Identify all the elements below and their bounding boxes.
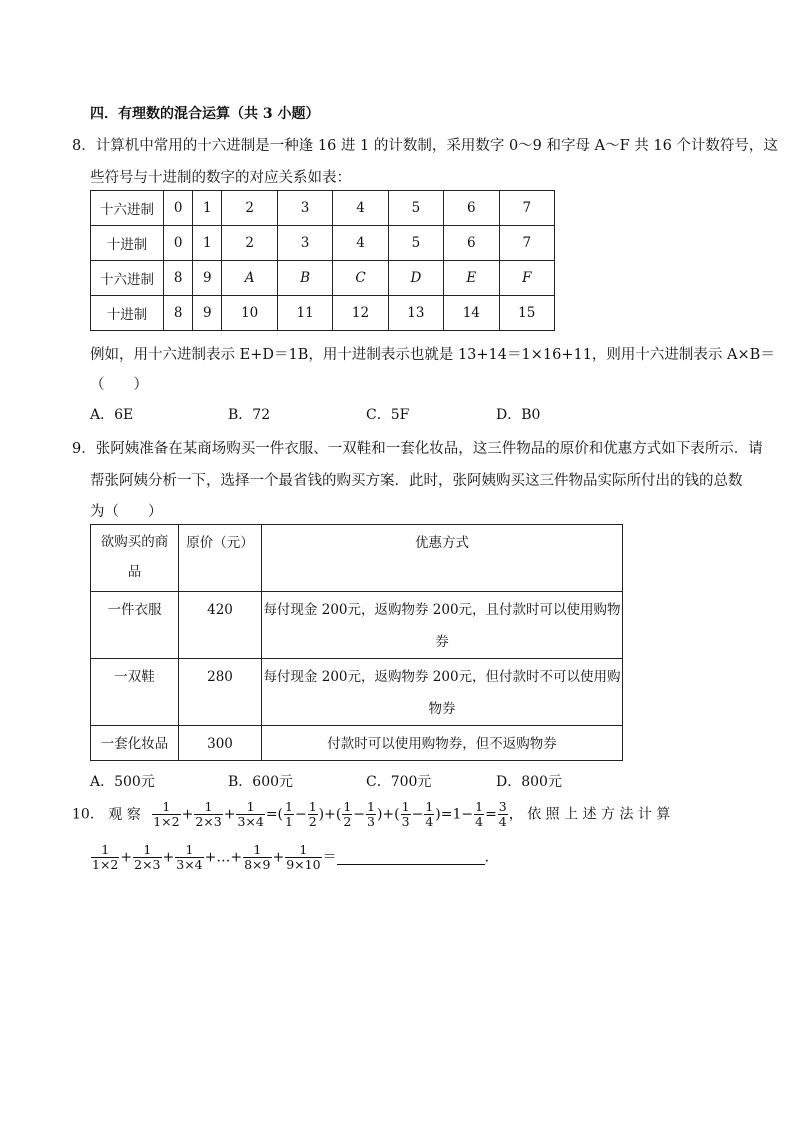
hex-cell: 14 (444, 296, 499, 331)
header-discount: 优惠方式 (262, 525, 623, 592)
q9-number: 9． (72, 441, 96, 457)
hex-cell: 1 (193, 191, 222, 226)
row-price: 420 (179, 592, 262, 659)
hex-cell: 4 (333, 191, 388, 226)
fraction: $\frac{1}{1\times 2}$ (153, 799, 180, 829)
hex-cell: 11 (277, 296, 332, 331)
hex-cell: 6 (444, 191, 499, 226)
hex-cell: 9 (193, 296, 222, 331)
hex-cell: 2 (222, 191, 277, 226)
q9-line1 (72, 437, 763, 458)
hex-cell: 13 (388, 296, 443, 331)
hex-cell: 0 (164, 191, 193, 226)
q10-end: ． (484, 849, 499, 866)
answer-blank[interactable] (337, 850, 485, 865)
hex-row-label: 十进制 (91, 296, 164, 331)
hex-table (90, 190, 555, 331)
hex-cell: 7 (499, 191, 555, 226)
hex-cell: C (333, 261, 388, 296)
fraction: $\frac{1}{3}$ (401, 799, 410, 829)
row-item: 一套化妆品 (91, 726, 179, 761)
hex-cell: 5 (388, 226, 443, 261)
header-item: 欲购买的商品 (91, 525, 179, 592)
hex-cell: 8 (164, 296, 193, 331)
q10-line2: $\frac{1}{1\times 2}$ + $\frac{1}{2\times 3}$ + $\frac{1}{3\times 4}$ +…+ $\frac{1}{8\times 9}$ + $\frac{1}{9\times 10}$ ＝ ． (92, 842, 499, 872)
hex-cell: A (222, 261, 277, 296)
fraction: $\frac{3}{4}$ (498, 799, 507, 829)
hex-cell: 15 (499, 296, 555, 331)
fraction: $\frac{1}{3}$ (367, 799, 375, 829)
hex-cell: D (388, 261, 443, 296)
fraction: $\frac{1}{1\times 2}$ (92, 842, 119, 872)
fraction: $\frac{1}{1}$ (285, 799, 293, 829)
fraction: $\frac{1}{4}$ (475, 799, 484, 829)
q8-text-1: 计算机中常用的十六进制是一种逢 16 进 1 的计数制，采用数字 0～9 和字母 A～F 共 16 个计数符号，这 (95, 138, 778, 154)
ellipsis: +…+ (204, 849, 243, 866)
q10-instruction: ， 依 照 上 述 方 法 计 算 (508, 806, 671, 823)
row-price: 300 (179, 726, 262, 761)
q8-example: 例如，用十六进制表示 E+D＝1B，用十进制表示也就是 13+14＝1×16+11，则用十六进制表示 A×B＝ (90, 347, 775, 363)
hex-cell: 7 (499, 226, 555, 261)
hex-cell: 8 (164, 261, 193, 296)
section-title: 四．有理数的混合运算（共 3 小题） (90, 106, 320, 122)
fraction: $\frac{1}{8\times 9}$ (244, 842, 271, 872)
hex-cell: 4 (333, 226, 388, 261)
result-prefix: =1− (440, 806, 474, 823)
hex-cell: 1 (193, 226, 222, 261)
hex-row-label: 十六进制 (91, 261, 164, 296)
q8-option-b[interactable]: B．72 (228, 407, 271, 423)
hex-table-row (91, 261, 555, 296)
hex-cell: 10 (222, 296, 277, 331)
q9-option-c[interactable]: C．700元 (366, 774, 432, 790)
q8-line1 (72, 134, 778, 155)
hex-row-label: 十进制 (91, 226, 164, 261)
hex-table-row (91, 191, 555, 226)
q8-option-d[interactable]: D．B0 (496, 407, 541, 423)
fraction: $\frac{1}{2\times 3}$ (134, 842, 161, 872)
row-price: 280 (179, 659, 262, 726)
row-discount: 每付现金 200元，返购物券 200元，且付款时可以使用购物券 (262, 592, 623, 659)
hex-cell: 9 (193, 261, 222, 296)
fraction: $\frac{1}{2\times 3}$ (195, 799, 222, 829)
shop-table (90, 524, 623, 761)
q10-number: 10． (72, 806, 104, 823)
hex-table-row (91, 296, 555, 331)
fraction: $\frac{1}{3\times 4}$ (176, 842, 203, 872)
hex-cell: 12 (333, 296, 388, 331)
row-item: 一双鞋 (91, 659, 179, 726)
table-row (91, 659, 623, 726)
hex-cell: 2 (222, 226, 277, 261)
q9-text-1: 张阿姨准备在某商场购买一件衣服、一双鞋和一套化妆品，这三件物品的原价和优惠方式如下表所示．请 (95, 441, 763, 457)
fraction: $\frac{1}{9\times 10}$ (286, 842, 321, 872)
hex-cell: E (444, 261, 499, 296)
q10-line1: 10． 观 察 $\frac{1}{1\times 2}$ + $\frac{1}{2\times 3}$ + $\frac{1}{3\times 4}$ =( $\frac{1}{1}$ − $\frac{1}{2}$ )+( $\frac{1}{2}$ − $\frac{1}{3}$ )+( $\frac{1}{3}$ − $\frac{1}{4}$ )=1− $\frac{1}{4}$ = $\frac{3}{4}$ ， 依 照 上 述 方 法 计 算 (72, 799, 671, 829)
q9-line3: 为（ ） (90, 504, 163, 520)
hex-cell: 3 (277, 191, 332, 226)
hex-table-row (91, 226, 555, 261)
hex-cell: F (499, 261, 555, 296)
table-row (91, 592, 623, 659)
fraction: $\frac{1}{2}$ (308, 799, 317, 829)
row-discount: 付款时可以使用购物券，但不返购物券 (262, 726, 623, 761)
hex-row-label: 十六进制 (91, 191, 164, 226)
hex-cell: 3 (277, 226, 332, 261)
table-row (91, 726, 623, 761)
q9-line2: 帮张阿姨分析一下，选择一个最省钱的购买方案．此时，张阿姨购买这三件物品实际所付出的钱的总数 (90, 473, 743, 489)
q10-observe: 观 察 (108, 806, 141, 823)
q8-line2: 些符号与十进制的数字的对应关系如表： (90, 170, 351, 186)
row-discount: 每付现金 200元，返购物券 200元，但付款时不可以使用购物券 (262, 659, 623, 726)
header-price: 原价（元） (179, 525, 262, 592)
row-item: 一件衣服 (91, 592, 179, 659)
q9-option-b[interactable]: B．600元 (228, 774, 294, 790)
fraction: $\frac{1}{2}$ (343, 799, 352, 829)
q8-bracket: （ ） (90, 377, 148, 393)
hex-cell: 0 (164, 226, 193, 261)
fraction: $\frac{1}{3\times 4}$ (237, 799, 264, 829)
hex-cell: B (277, 261, 332, 296)
table-header-row (91, 525, 623, 592)
fraction: $\frac{1}{4}$ (425, 799, 434, 829)
q8-option-c[interactable]: C．5F (366, 407, 410, 423)
q9-option-d[interactable]: D．800元 (496, 774, 562, 790)
hex-cell: 5 (388, 191, 443, 226)
q8-number: 8． (72, 138, 96, 154)
q8-option-a[interactable]: A．6E (90, 407, 134, 423)
hex-cell: 6 (444, 226, 499, 261)
q9-option-a[interactable]: A．500元 (90, 774, 155, 790)
